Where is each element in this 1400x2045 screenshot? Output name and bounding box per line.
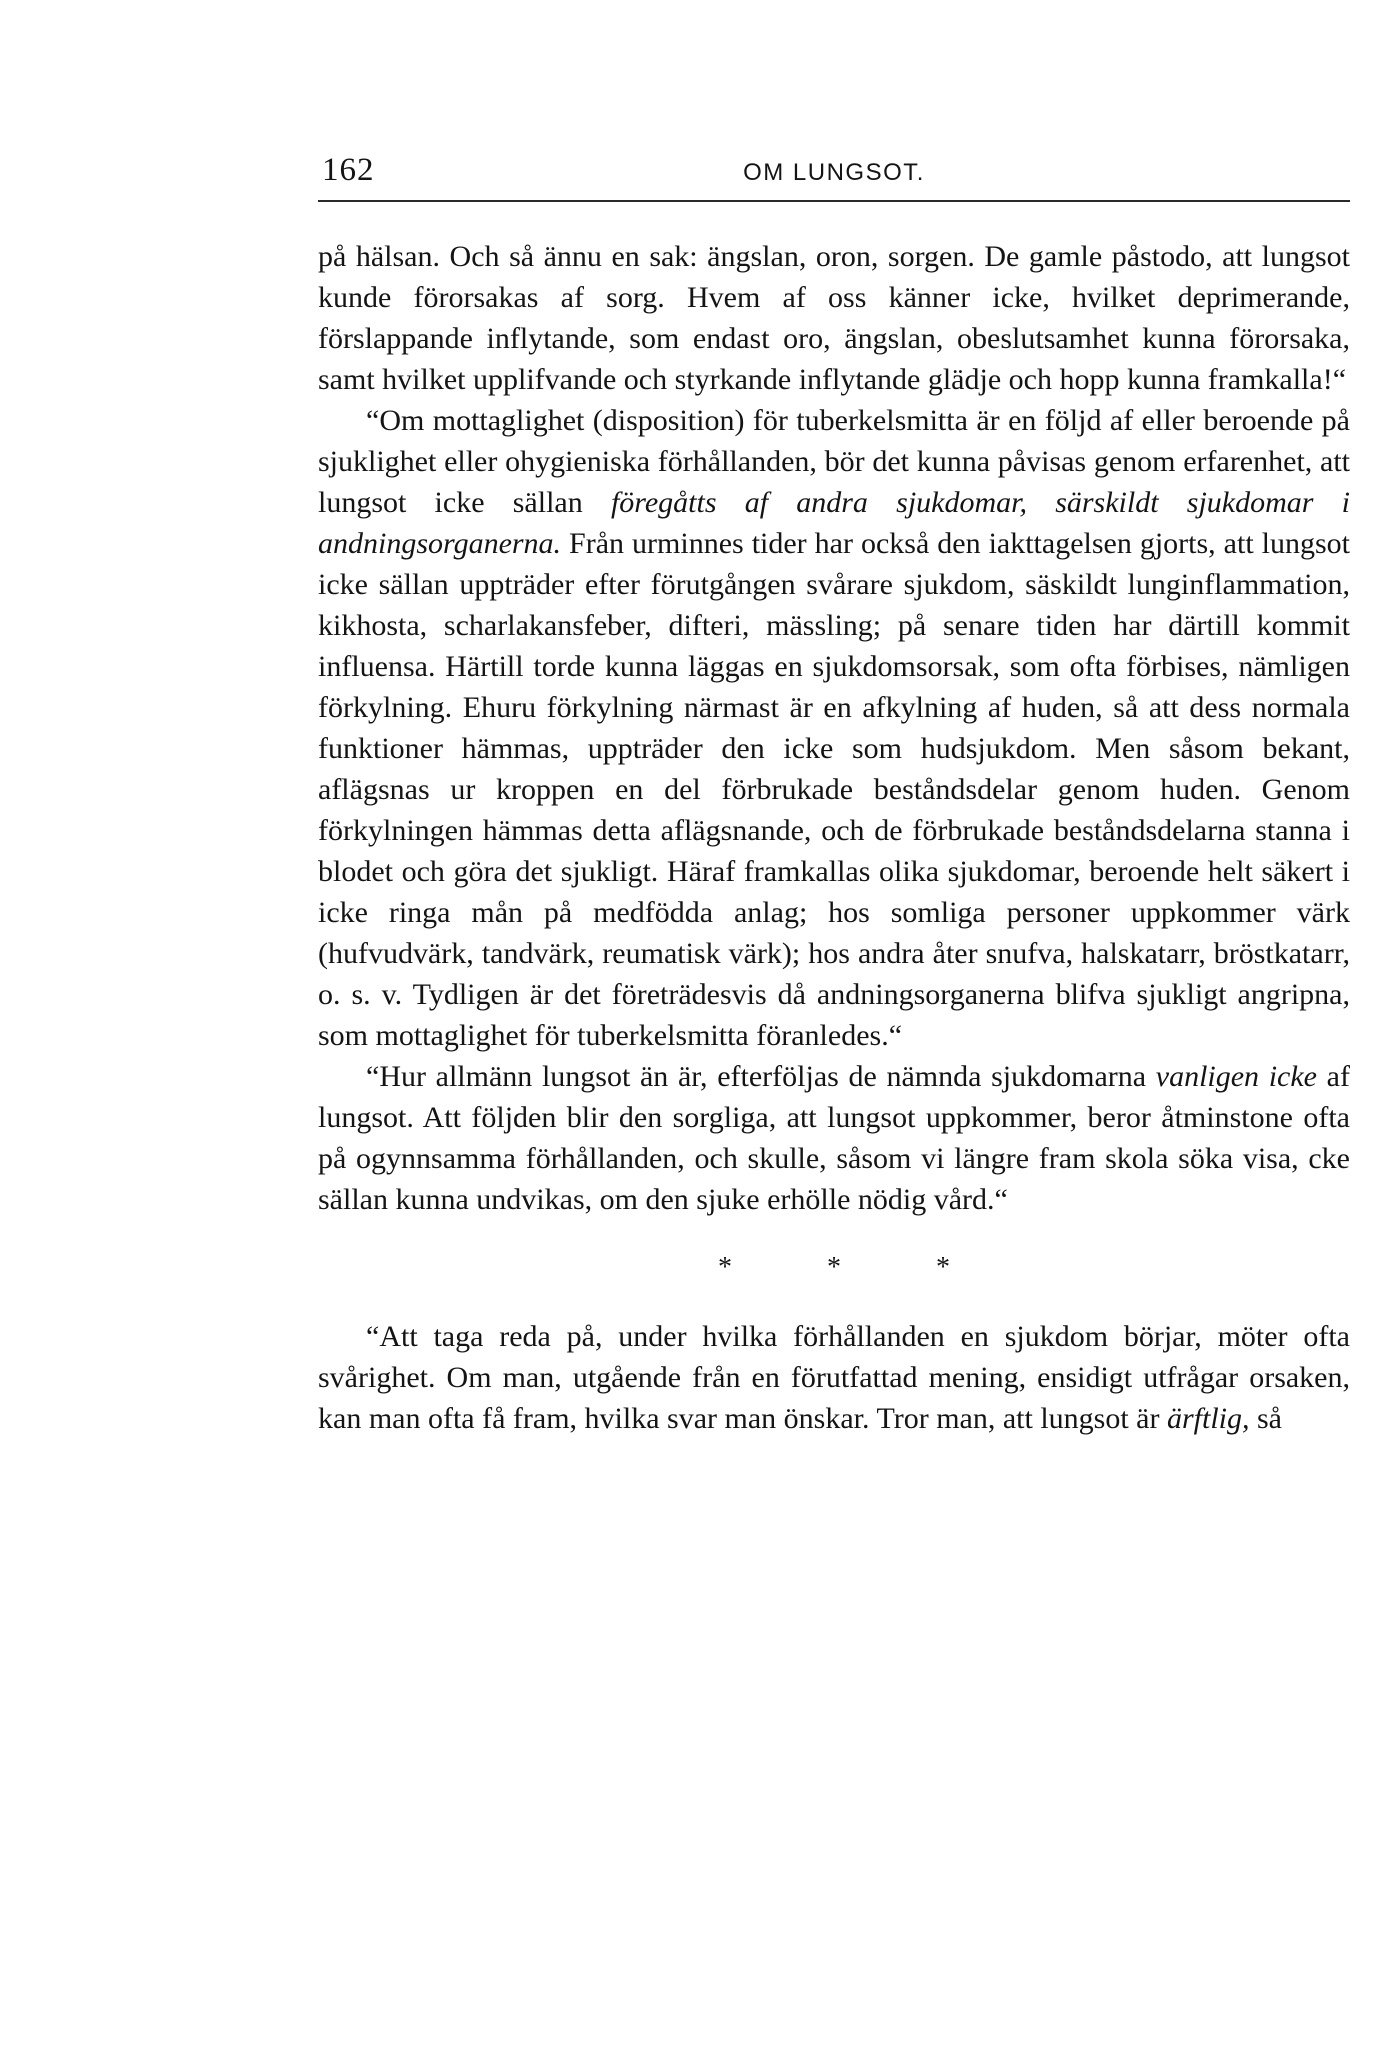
paragraph-4 (318, 1316, 1350, 1439)
text-span: så (1249, 1402, 1282, 1435)
text-span: “Om mottaglighet (disposition) för tuberkelsmitta är en följd af eller beroende på sjuklighet eller ohygieniska förhållanden, bör det kunna påvisas genom erfarenhet, att lungsot icke sällan (318, 404, 1350, 519)
page-number: 162 (322, 152, 375, 188)
running-head: OM LUNGSOT. (743, 159, 925, 186)
text-span: af lungsot. Att följden blir den sorgliga, att lungsot uppkommer, beror åtminstone ofta på ogynnsamma förhållanden, och skulle, såsom vi längre fram skola söka visa, cke sällan kunna undvikas, om den sjuke erhölle nödig vård.“ (318, 1060, 1350, 1216)
italic-text: ärftlig, (1166, 1402, 1250, 1435)
italic-text: föregåtts af andra sjukdomar, särskildt sjukdomar i andningsorganerna. (318, 486, 1350, 560)
italic-text: vanligen icke (1155, 1060, 1318, 1093)
section-separator: * * * (718, 1252, 994, 1283)
text-span: på hälsan. Och så ännu en sak: ängslan, oron, sorgen. De gamle påstodo, att lungsot kunde förorsakas af sorg. Hvem af oss känner icke, hvilket deprimerande, förslappande inflytande, som endast oro, ängslan, obeslutsamhet kunna förorsaka, samt hvilket upplifvande och styrkande inflytande glädje och hopp kunna framkalla!“ (318, 240, 1350, 396)
paragraph-3 (318, 1056, 1350, 1220)
paragraph-1 (318, 236, 1350, 400)
page-header (318, 152, 1350, 202)
text-span: “Hur allmänn lungsot än är, efterföljas de nämnda sjukdomarna (366, 1060, 1156, 1093)
paragraph-2 (318, 400, 1350, 1056)
text-span: Från urminnes tider har också den iakttagelsen gjorts, att lungsot icke sällan uppträder efter förutgången svårare sjukdom, säskildt lunginflammation, kikhosta, scharlakansfeber, difteri, mässling; på senare tiden har därtill kommit influensa. Härtill torde kunna läggas en sjukdomsorsak, som ofta förbises, nämligen förkylning. Ehuru förkylning närmast är en afkylning af huden, så att dess normala funktioner hämmas, uppträder den icke som hudsjukdom. Men såsom bekant, aflägsnas ur kroppen en del förbrukade beståndsdelar genom huden. Genom förkylningen hämmas detta aflägsnande, och de förbrukade beståndsdelarna stanna i blodet och göra det sjukligt. Häraf framkallas olika sjukdomar, beroende helt säkert i icke ringa mån på medfödda anlag; hos somliga personer uppkommer värk (hufvudvärk, tandvärk, reumatisk värk); hos andra åter snufva, halskatarr, bröstkatarr, o. s. v. Tydligen är det företrädesvis då andningsorganerna blifva sjukligt angripna, som mottaglighet för tuberkelsmitta föranledes.“ (318, 527, 1350, 1052)
body-text (318, 236, 1350, 1439)
text-span: “Att taga reda på, under hvilka förhållanden en sjukdom börjar, möter ofta svårighet. Om man, utgående från en förutfattad mening, ensidigt utfrågar orsaken, kan man ofta få fram, hvilka svar man önskar. Tror man, att lungsot är (318, 1320, 1350, 1435)
book-page (318, 0, 1350, 2045)
